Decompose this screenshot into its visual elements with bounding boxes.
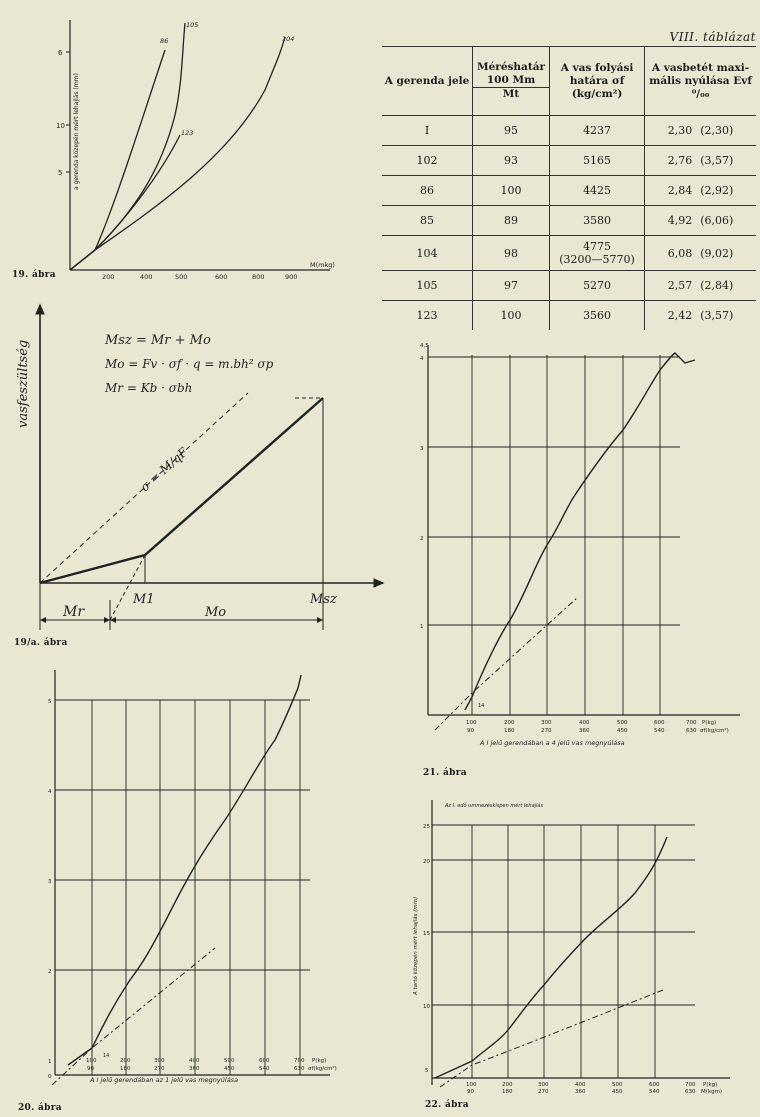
fig20-xtick-top: 700 bbox=[294, 1058, 305, 1064]
fig19-ylabel: a gerenda közepén mért lehajlás (mm) bbox=[73, 73, 80, 190]
cell-yield: 4425 bbox=[550, 176, 645, 206]
fig21-ytick: 3 bbox=[420, 446, 424, 452]
fig22-xtick-bottom: 90 bbox=[467, 1089, 474, 1095]
fig19a-dim-mr: Mr bbox=[63, 604, 85, 620]
table-row bbox=[382, 271, 756, 301]
fig21-xtick-bottom: 180 bbox=[504, 728, 515, 734]
fig21-xtick-top: 300 bbox=[541, 720, 552, 726]
table-row bbox=[382, 176, 756, 206]
fig22-xtick-top: 400 bbox=[575, 1082, 586, 1088]
fig19-plot bbox=[30, 15, 350, 280]
fig19a-formula3: Mr = Kb · σbh bbox=[105, 381, 193, 395]
fig21-curve bbox=[465, 353, 695, 710]
th-limit: Méréshatár 100 Mm Mt bbox=[473, 47, 550, 116]
fig20-caption: 20. ábra bbox=[18, 1103, 62, 1113]
fig19-xtick: 600 bbox=[215, 273, 228, 280]
fig20-xunit2: σf(kg/cm²) bbox=[308, 1066, 337, 1072]
fig22-xtick-top: 600 bbox=[649, 1082, 660, 1088]
fig19-curve-label: 104 bbox=[282, 35, 295, 43]
fig22-xtick-top: 200 bbox=[502, 1082, 513, 1088]
fig20-xunit1: P(kg) bbox=[312, 1058, 327, 1064]
fig22-xunit2: M(kgm) bbox=[701, 1089, 723, 1095]
fig21-xtick-bottom: 630 bbox=[686, 728, 697, 734]
fig21-xtick-top: 700 bbox=[686, 720, 697, 726]
fig20-xtick-bottom: 180 bbox=[120, 1066, 131, 1072]
fig20-ytick: 3 bbox=[48, 879, 52, 885]
fig19a-ylabel: vasfeszültség bbox=[16, 339, 31, 428]
fig21-xtick-bottom: 270 bbox=[541, 728, 552, 734]
fig21-xtick-top: 200 bbox=[504, 720, 515, 726]
fig22-xtick-top: 700 bbox=[685, 1082, 696, 1088]
fig22-ytick: 10 bbox=[423, 1004, 430, 1010]
fig21-caption: 21. ábra bbox=[423, 768, 467, 778]
fig19-xtick: 800 bbox=[252, 273, 265, 280]
fig19-caption: 19. ábra bbox=[12, 270, 56, 280]
cell-limit: 93 bbox=[473, 146, 550, 176]
fig21-xtick-bottom: 540 bbox=[654, 728, 665, 734]
fig22-xunit1: P(kg) bbox=[703, 1082, 718, 1088]
fig21-ytick: 4 bbox=[420, 356, 424, 362]
fig21-xunit1: P(kg) bbox=[702, 720, 717, 726]
cell-beam-id: I bbox=[382, 116, 473, 146]
fig19-curve-label: 105 bbox=[186, 21, 199, 29]
cell-elongation: 4,92 (6,06) bbox=[645, 206, 756, 236]
cell-elongation: 6,08 (9,02) bbox=[645, 236, 756, 271]
cell-beam-id: 86 bbox=[382, 176, 473, 206]
fig21-xtick-bottom: 90 bbox=[467, 728, 474, 734]
fig19a-formula2: Mo = Fv · σf · q = m.bh² σp bbox=[105, 357, 274, 371]
fig22-xtick-bottom: 450 bbox=[612, 1089, 623, 1095]
fig19-curve-105 bbox=[70, 23, 185, 270]
fig22-plot bbox=[405, 795, 750, 1095]
fig22-ytick: 15 bbox=[423, 931, 430, 937]
fig20-xtick-bottom: 360 bbox=[189, 1066, 200, 1072]
fig20-xtick-bottom: 540 bbox=[259, 1066, 270, 1072]
fig19a-dim-mo: Mo bbox=[205, 605, 227, 620]
fig19a-diagram bbox=[5, 300, 390, 655]
fig19a-x-msz: Msz bbox=[310, 592, 337, 607]
table-title: VIII. táblázat bbox=[669, 30, 756, 44]
cell-yield: 4237 bbox=[550, 116, 645, 146]
fig21-ytick: 1 bbox=[420, 624, 424, 630]
fig21-ytick: 4,5 bbox=[420, 343, 429, 349]
fig20-xtick-top: 500 bbox=[224, 1058, 235, 1064]
fig22-note: Az I. edő ummezéskispen mért lehajlás bbox=[445, 803, 544, 809]
fig21-dashed-line bbox=[435, 597, 578, 730]
fig22-xtick-bottom: 270 bbox=[538, 1089, 549, 1095]
th-yield: A vas folyási határa σf (kg/cm²) bbox=[550, 47, 645, 116]
cell-beam-id: 102 bbox=[382, 146, 473, 176]
fig19-curve-104 bbox=[70, 37, 285, 270]
fig21-xunit2: σf(kg/cm²) bbox=[700, 728, 729, 734]
fig20-xtick-bottom: 270 bbox=[154, 1066, 165, 1072]
fig20-ytick: 2 bbox=[48, 969, 52, 975]
fig19a-caption: 19/a. ábra bbox=[14, 638, 68, 648]
table-row bbox=[382, 301, 756, 331]
cell-beam-id: 123 bbox=[416, 309, 438, 322]
fig19a-stress-line bbox=[40, 398, 323, 583]
cell-limit: 89 bbox=[473, 206, 550, 236]
fig20-xtick-top: 300 bbox=[154, 1058, 165, 1064]
fig22-xtick-bottom: 540 bbox=[649, 1089, 660, 1095]
fig22-xtick-bottom: 360 bbox=[575, 1089, 586, 1095]
cell-yield: 5165 bbox=[550, 146, 645, 176]
fig20-mark: 14 bbox=[103, 1053, 110, 1059]
fig20-xtick-top: 100 bbox=[86, 1058, 97, 1064]
fig19-curve-86 bbox=[70, 50, 165, 270]
fig20-xtick-top: 200 bbox=[120, 1058, 131, 1064]
fig20-xtick-top: 600 bbox=[259, 1058, 270, 1064]
fig20-xlabel: A I jelű gerendában az 1 jelű vas megnyúlása bbox=[90, 1076, 239, 1084]
cell-limit: 100 bbox=[473, 301, 550, 331]
fig20-xtick-bottom: 630 bbox=[294, 1066, 305, 1072]
fig22-ylabel: A tartó közepén mért lehajlás (mm) bbox=[413, 896, 419, 995]
cell-yield: 4775 (3200—5770) bbox=[550, 236, 645, 271]
fig20-xtick-top: 400 bbox=[189, 1058, 200, 1064]
cell-limit: 98 bbox=[473, 236, 550, 271]
fig22-xtick-top: 300 bbox=[538, 1082, 549, 1088]
cell-limit: 100 bbox=[473, 176, 550, 206]
fig22-xtick-bottom: 180 bbox=[502, 1089, 513, 1095]
table-row bbox=[382, 206, 756, 236]
fig19-xtick: 200 bbox=[102, 273, 115, 280]
fig19a-slope-label: σ = M/qF bbox=[137, 444, 191, 495]
th-beam-id: A gerenda jele bbox=[382, 47, 473, 116]
cell-limit: 95 bbox=[473, 116, 550, 146]
fig20-ytick: 5 bbox=[48, 699, 52, 705]
fig21-xtick-top: 100 bbox=[466, 720, 477, 726]
fig21-xtick-top: 400 bbox=[579, 720, 590, 726]
cell-beam-id: 104 bbox=[382, 236, 473, 271]
fig19-ytick-6: 6 bbox=[58, 49, 63, 57]
table-row bbox=[382, 146, 756, 176]
cell-limit: 97 bbox=[473, 271, 550, 301]
table-row bbox=[382, 116, 756, 146]
fig19-curve-123 bbox=[70, 135, 180, 270]
fig22-ytick: 25 bbox=[423, 824, 430, 830]
fig20-xtick-bottom: 90 bbox=[87, 1066, 94, 1072]
fig19a-formula1: Msz = Mr + Mo bbox=[105, 333, 211, 348]
cell-beam-id: 85 bbox=[382, 206, 473, 236]
fig21-xlabel: A I jelű gerendában a 4 jelű vas megnyúlása bbox=[480, 739, 625, 747]
fig20-origin: 0 bbox=[48, 1074, 52, 1080]
fig21-xtick-top: 600 bbox=[654, 720, 665, 726]
fig19-xtick: 500 bbox=[175, 273, 188, 280]
fig20-curve bbox=[68, 675, 301, 1065]
fig22-xtick-bottom: 630 bbox=[685, 1089, 696, 1095]
cell-elongation: 2,84 (2,92) bbox=[645, 176, 756, 206]
cell-yield: 3560 bbox=[550, 301, 645, 331]
cell-elongation: 2,57 (2,84) bbox=[645, 271, 756, 301]
table-viii bbox=[382, 46, 756, 330]
fig21-ytick: 2 bbox=[420, 536, 424, 542]
fig21-plot bbox=[410, 335, 750, 750]
fig20-xtick-bottom: 450 bbox=[224, 1066, 235, 1072]
fig21-xtick-top: 500 bbox=[617, 720, 628, 726]
fig19-xlabel: M(mkg) bbox=[310, 261, 335, 269]
fig22-dashed-line bbox=[440, 990, 663, 1087]
fig19a-x-m1: M1 bbox=[133, 592, 155, 607]
fig19-ytick-10: 10 bbox=[56, 122, 65, 130]
fig19-xtick: 900 bbox=[285, 273, 298, 280]
fig21-xtick-bottom: 450 bbox=[617, 728, 628, 734]
cell-elongation: 2,76 (3,57) bbox=[645, 146, 756, 176]
fig20-ytick: 1 bbox=[48, 1059, 52, 1065]
fig22-ytick: 5 bbox=[425, 1068, 429, 1074]
th-elongation: A vasbetét maxi-mális nyúlása Evf ⁰/₀₀ bbox=[645, 47, 756, 116]
cell-beam-id: 105 bbox=[382, 271, 473, 301]
fig19-ytick-5: 5 bbox=[58, 169, 63, 177]
fig22-xtick-top: 500 bbox=[612, 1082, 623, 1088]
fig20-ytick: 4 bbox=[48, 789, 52, 795]
fig19-curve-label: 86 bbox=[160, 37, 169, 45]
fig20-plot bbox=[40, 660, 340, 1100]
fig22-caption: 22. ábra bbox=[425, 1100, 469, 1110]
fig22-curve bbox=[435, 837, 667, 1078]
cell-yield: 3580 bbox=[550, 206, 645, 236]
fig21-mark: 14 bbox=[478, 703, 485, 709]
cell-yield: 5270 bbox=[550, 271, 645, 301]
cell-elongation: 2,30 (2,30) bbox=[645, 116, 756, 146]
fig22-xtick-top: 100 bbox=[466, 1082, 477, 1088]
fig19-curve-label: 123 bbox=[181, 129, 194, 137]
table-row bbox=[382, 236, 756, 271]
fig19-xtick: 400 bbox=[140, 273, 153, 280]
fig22-ytick: 20 bbox=[423, 859, 430, 865]
fig20-dashed-line bbox=[52, 948, 215, 1085]
cell-elongation: 2,42 (3,57) bbox=[645, 301, 756, 331]
fig21-xtick-bottom: 360 bbox=[579, 728, 590, 734]
